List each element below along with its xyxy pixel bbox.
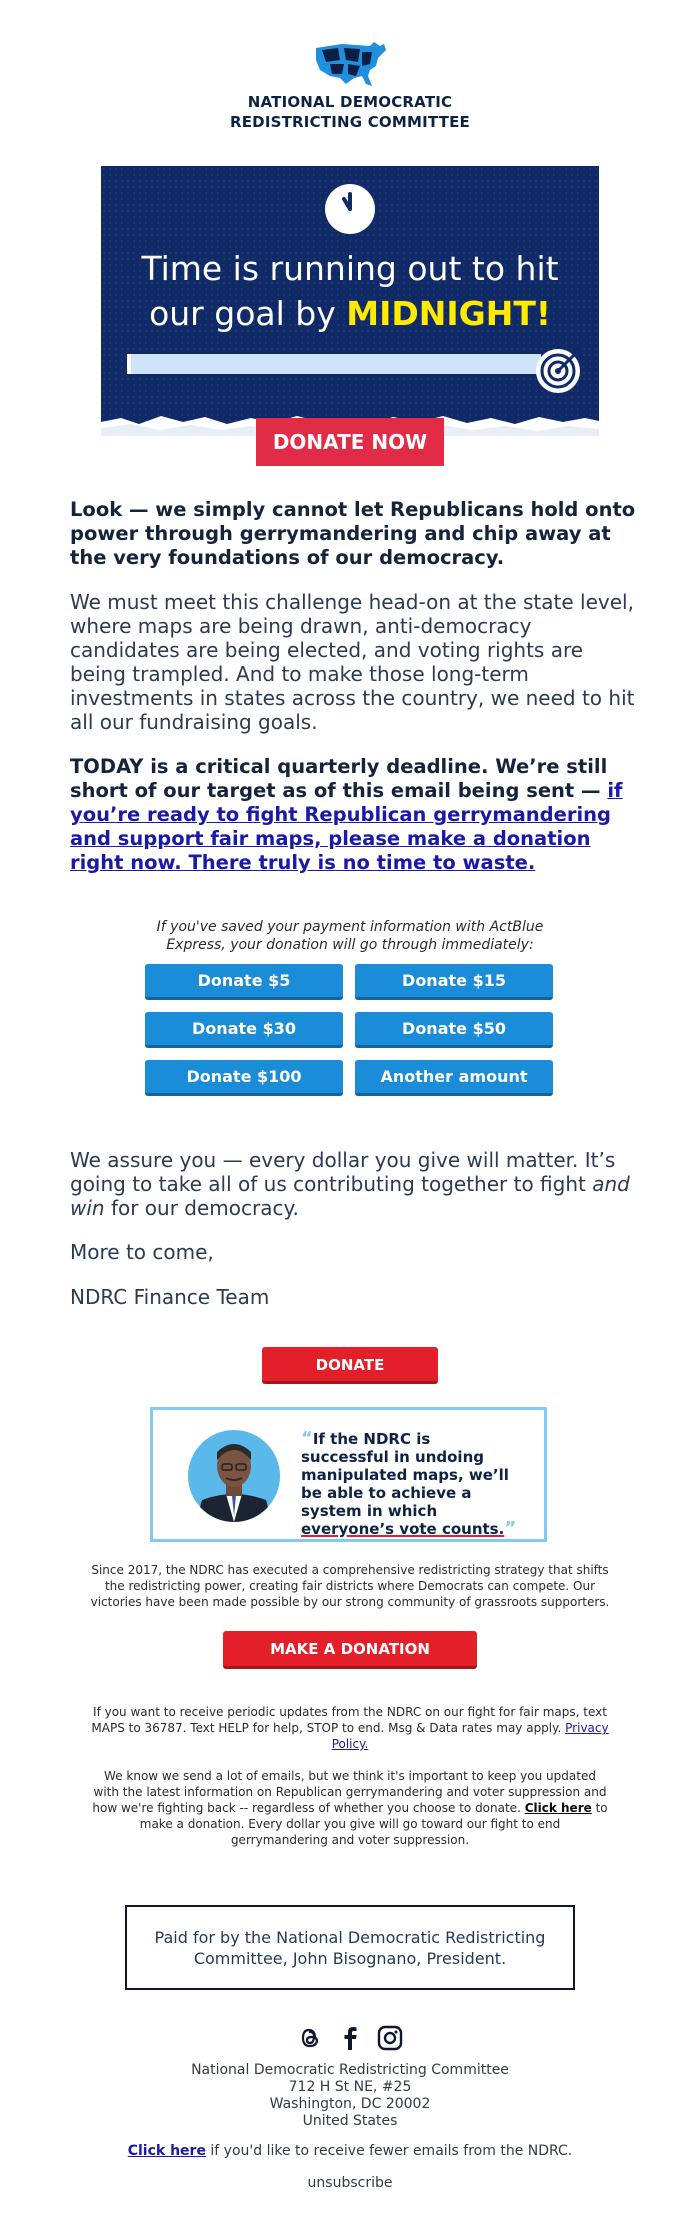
quote-text: [301, 1430, 523, 1538]
org-name: [0, 92, 700, 132]
express-note: If you've saved your payment information with ActBlue Express, your donation will go through immediately:: [156, 919, 544, 953]
portrait-avatar: [188, 1430, 280, 1522]
hero-headline-line1: Time is running out to hit: [141, 249, 559, 288]
make-a-donation-button[interactable]: MAKE A DONATION: [223, 1631, 477, 1669]
footer-org: National Democratic Redistricting Committee: [191, 2062, 509, 2078]
privacy-policy-link[interactable]: Privacy Policy.: [331, 1721, 609, 1751]
assure-pre: We assure you — every dollar you give will matter. It’s going to take all of us contributing together to fight: [70, 1148, 616, 1196]
more-to-come: More to come,: [70, 1240, 214, 1264]
footer-city: Washington, DC 20002: [269, 2096, 431, 2112]
deadline-text: TODAY is a critical quarterly deadline. We’re still short of our target as of this email being sent —: [70, 755, 608, 802]
assure-em: and win: [70, 1172, 630, 1220]
deadline-paragraph: [70, 755, 638, 875]
org-name-line2: REDISTRICTING COMMITTEE: [229, 113, 470, 131]
click-here-donate-link[interactable]: Click here: [524, 1801, 592, 1815]
assure-paragraph: [70, 1148, 638, 1220]
fewer-emails-body: if you'd like to receive fewer emails from the NDRC.: [205, 2143, 573, 2159]
us-map-puzzle-icon: [312, 40, 388, 90]
sms-body: If you want to receive periodic updates from the NDRC on our fight for fair maps, text MAPS to 36787. Text HELP for help, STOP to end. Msg & Data rates may apply.: [91, 1705, 607, 1735]
facebook-icon[interactable]: [336, 2024, 364, 2052]
body-paragraph: We must meet this challenge head-on at the state level, where maps are being drawn, anti-democracy candidates are being elected, and voting rights are being trampled. And to make those long-term investments in states across the country, we need to hit all our fundraising goals.: [70, 590, 635, 734]
assure-post: for our democracy.: [104, 1196, 299, 1220]
quote-box: [150, 1407, 547, 1542]
donate-15-button[interactable]: Donate $15: [355, 964, 553, 1000]
org-name-line1: NATIONAL DEMOCRATIC: [247, 93, 453, 111]
fewer-emails-text: [100, 2142, 600, 2160]
logo: [0, 40, 700, 94]
clock-icon: [324, 183, 376, 235]
threads-icon[interactable]: [296, 2024, 324, 2052]
emails-note-pre: We know we send a lot of emails, but we think it's important to keep you updated with the latest information on Republican gerrymandering and voter suppression and how we're fighting back -- regardless of whether you choose to donate.: [92, 1769, 607, 1815]
fewer-emails-link[interactable]: Click here: [127, 2143, 206, 2159]
footer-country: United States: [302, 2113, 398, 2129]
quote-body: If the NDRC is successful in undoing manipulated maps, we’ll be able to achieve a system in which: [301, 1430, 509, 1520]
sms-text: [90, 1704, 610, 1752]
hero-banner: [101, 166, 599, 436]
donate-5-button[interactable]: Donate $5: [145, 964, 343, 1000]
donate-button[interactable]: DONATE: [262, 1347, 438, 1384]
hero-headline-line2: [101, 291, 599, 336]
lead-paragraph: Look — we simply cannot let Republicans hold onto power through gerrymandering and chip away at the very foundations of our democracy.: [70, 498, 636, 569]
quote-underlined: everyone’s vote counts.: [301, 1520, 505, 1538]
donate-100-button[interactable]: Donate $100: [145, 1060, 343, 1096]
emails-note-post: to make a donation. Every dollar you give will go toward our fight to end gerrymandering and voter suppression.: [139, 1801, 608, 1847]
hero-headline: [101, 246, 599, 336]
unsubscribe-link[interactable]: unsubscribe: [307, 2175, 393, 2191]
footer-street: 712 H St NE, #25: [288, 2079, 412, 2095]
donate-now-button[interactable]: DONATE NOW: [256, 418, 444, 466]
hero-headline-pre: our goal by: [149, 294, 347, 333]
target-icon: [534, 343, 586, 395]
signature: NDRC Finance Team: [70, 1285, 270, 1309]
another-amount-button[interactable]: Another amount: [355, 1060, 553, 1096]
quote-open-mark: “: [301, 1428, 313, 1449]
emails-note: [90, 1768, 610, 1848]
progress-bar: [127, 354, 541, 374]
quote-close-mark: ”: [504, 1518, 517, 1539]
deadline-donate-link[interactable]: if you’re ready to fight Republican gerrymandering and support fair maps, please make a donation right now. There truly is no time to waste.: [70, 779, 623, 874]
paid-for-box: Paid for by the National Democratic Redistricting Committee, John Bisognano, President.: [125, 1905, 575, 1990]
donate-30-button[interactable]: Donate $30: [145, 1012, 343, 1048]
donate-50-button[interactable]: Donate $50: [355, 1012, 553, 1048]
instagram-icon[interactable]: [376, 2024, 404, 2052]
hero-headline-highlight: MIDNIGHT!: [346, 294, 551, 333]
since-2017-text: Since 2017, the NDRC has executed a comprehensive redistricting strategy that shifts the redistricting power, creating fair districts where Democrats can compete. Our victories have been made possible by our strong community of grassroots supporters.: [90, 1563, 610, 1609]
